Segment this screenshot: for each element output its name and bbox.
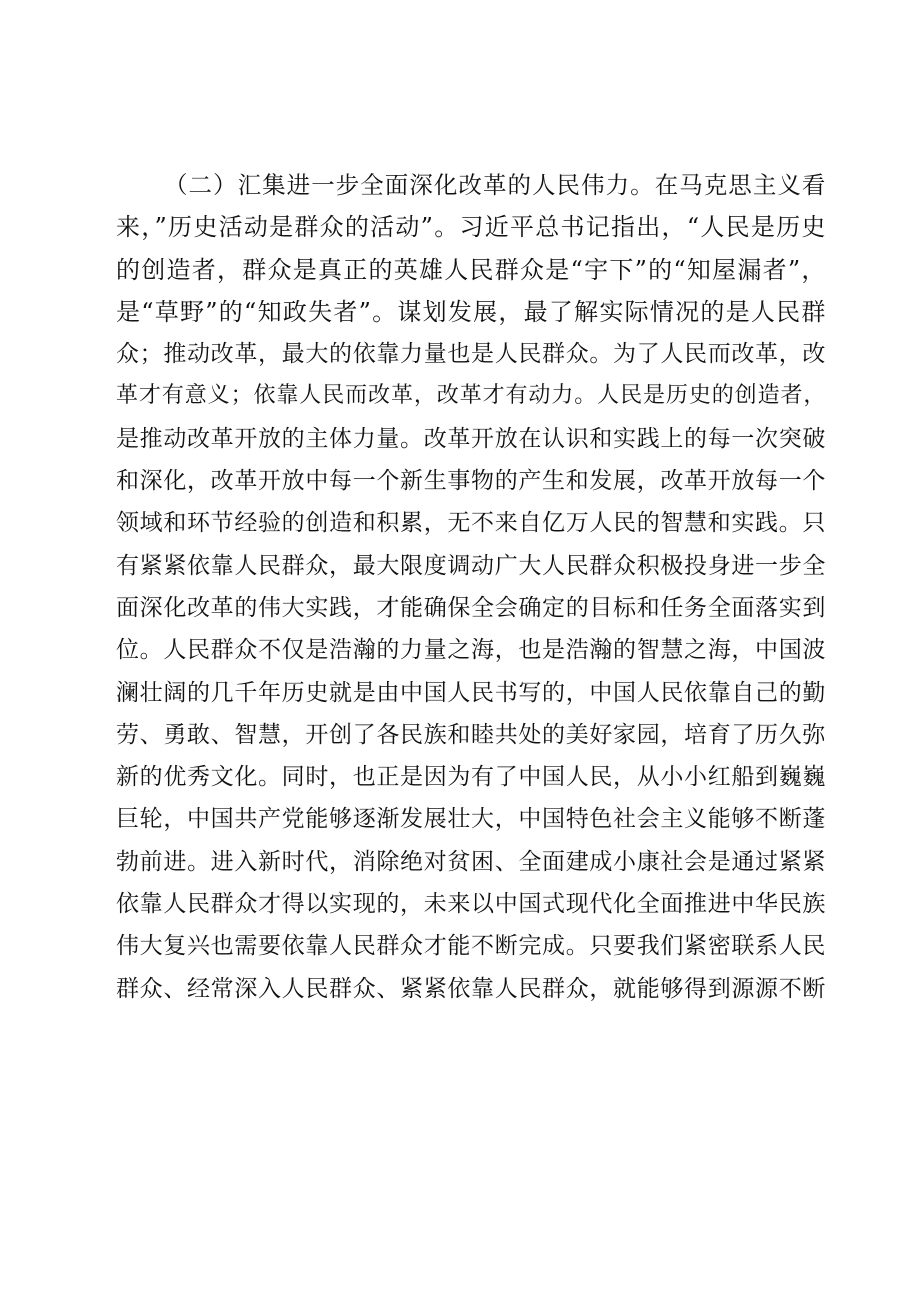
body-paragraph <box>116 164 826 1010</box>
paragraph-line-2: 来，”历史活动是群众的活动”。习近平总书记指出，“人民是历史 <box>116 213 826 242</box>
paragraph-line-16: 巨轮，中国共产党能够逐渐发展壮大，中国特色社会主义能够不断蓬 <box>116 806 826 833</box>
paragraph-line-18: 依靠人民群众才得以实现的，未来以中国式现代化全面推进中华民族 <box>116 891 826 918</box>
paragraph-line-7: 是推动改革开放的主体力量。改革开放在认识和实践上的每一次突破 <box>116 425 826 452</box>
paragraph-line-13: 澜壮阔的几千年历史就是由中国人民书写的，中国人民依靠自己的勤 <box>116 679 826 706</box>
paragraph-line-5: 众；推动改革，最大的依靠力量也是人民群众。为了人民而改革，改 <box>116 341 826 368</box>
paragraph-line-11: 面深化改革的伟大实践，才能确保全会确定的目标和任务全面落实到 <box>116 594 826 621</box>
paragraph-line-3: 的创造者，群众是真正的英雄人民群众是“宇下”的“知屋漏者”， <box>116 255 826 284</box>
paragraph-line-19: 伟大复兴也需要依靠人民群众才能不断完成。只要我们紧密联系人民 <box>116 933 826 960</box>
paragraph-line-10: 有紧紧依靠人民群众，最大限度调动广大人民群众积极投身进一步全 <box>116 552 826 579</box>
paragraph-line-1: （二）汇集进一步全面深化改革的人民伟力。在马克思主义看 <box>164 171 826 199</box>
paragraph-line-4: 是“草野”的“知政失者”。谋划发展，最了解实际情况的是人民群 <box>116 297 826 326</box>
paragraph-line-17: 勃前进。进入新时代，消除绝对贫困、全面建成小康社会是通过紧紧 <box>116 848 826 875</box>
paragraph-line-15: 新的优秀文化。同时，也正是因为有了中国人民，从小小红船到巍巍 <box>116 764 826 791</box>
paragraph-line-6: 革才有意义；依靠人民而改革，改革才有动力。人民是历史的创造者， <box>116 383 826 409</box>
paragraph-line-14: 劳、勇敢、智慧，开创了各民族和睦共处的美好家园，培育了历久弥 <box>116 721 826 748</box>
paragraph-line-8: 和深化，改革开放中每一个新生事物的产生和发展，改革开放每一个 <box>116 468 826 495</box>
paragraph-line-9: 领域和环节经验的创造和积累，无不来自亿万人民的智慧和实践。只 <box>116 510 826 537</box>
paragraph-line-12: 位。人民群众不仅是浩瀚的力量之海，也是浩瀚的智慧之海，中国波 <box>116 637 826 664</box>
paragraph-line-20: 群众、经常深入人民群众、紧紧依靠人民群众，就能够得到源源不断 <box>116 975 826 1002</box>
